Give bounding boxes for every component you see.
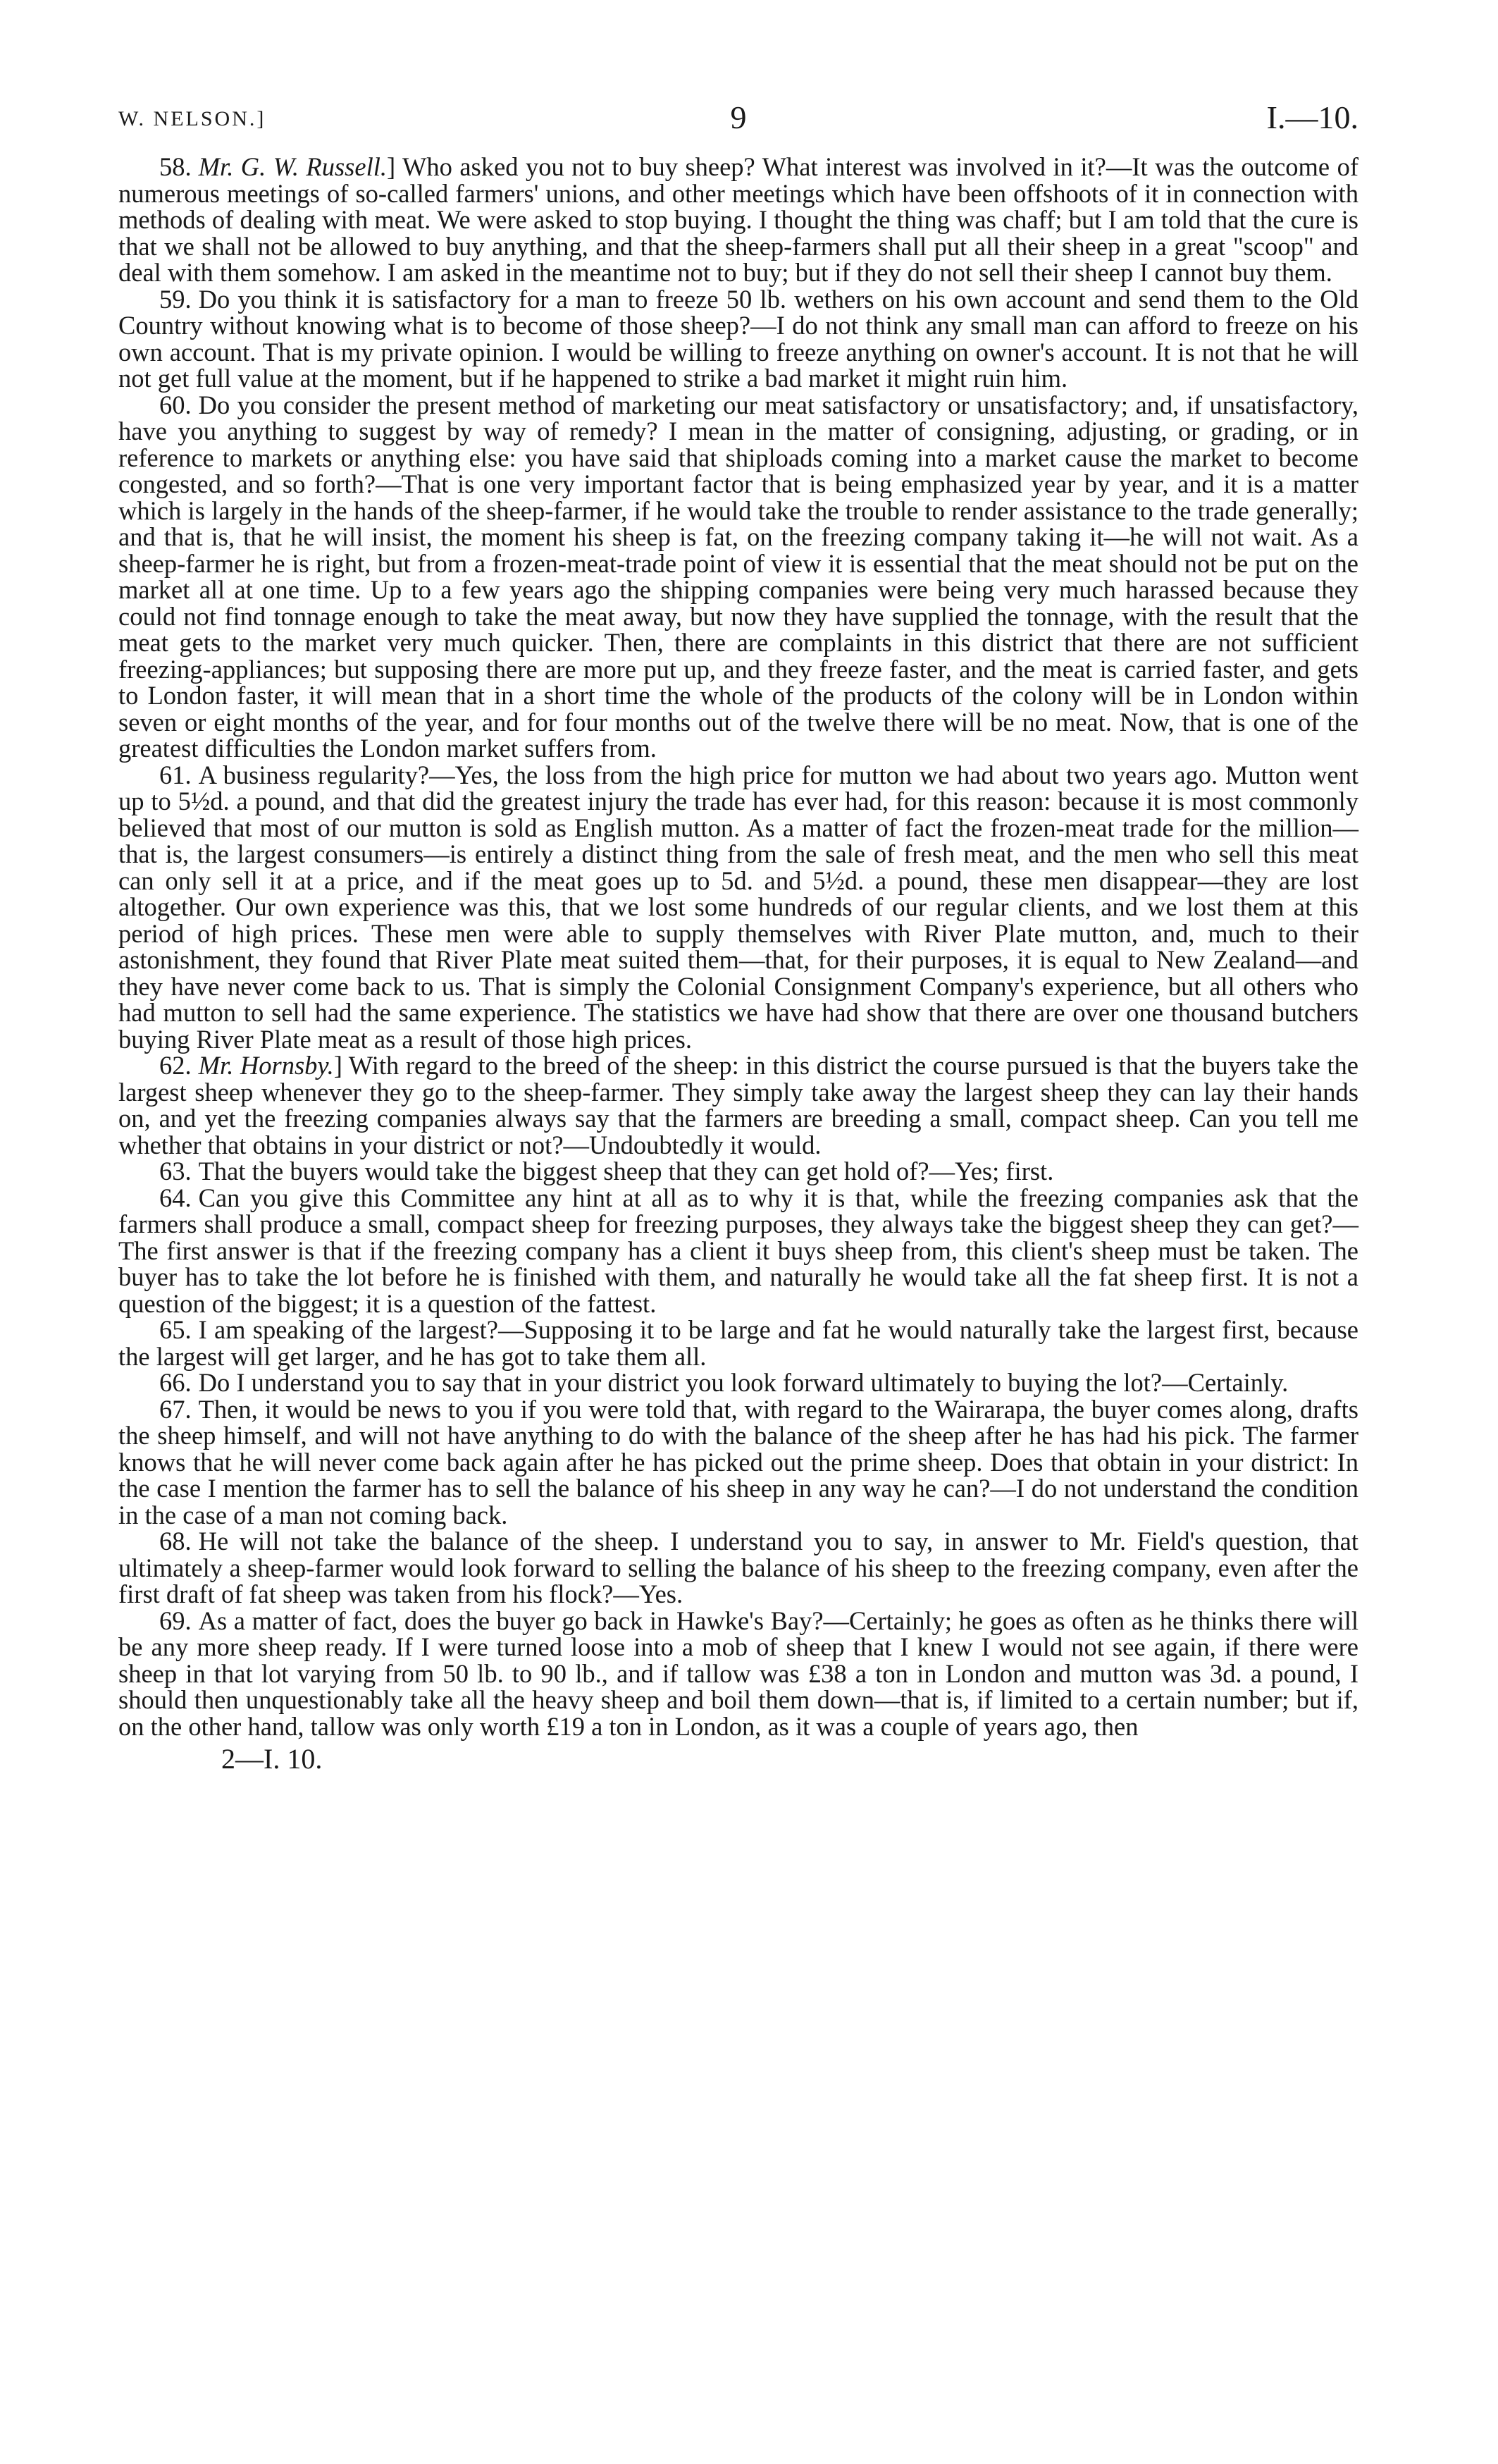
paragraph-text: Do you consider the present method of marketing our meat satisfactory or unsatisfactory; and, if unsatisfactory, have you anything to suggest by way of remedy? I mean in the matter of consigning, adjusting, or grading, or in reference to markets or anything else: you have said that shiploads coming into a market cause the market to become congested, and so forth?—That is one very important factor that is being emphasized year by year, and it is a matter which is largely in the hands of the sheep-farmer, if he would take the trouble to render assistance to the trade generally; and that is, that he will insist, the moment his sheep is fat, on the freezing company taking it—he will not wait. As a sheep-farmer he is right, but from a frozen-meat-trade point of view it is essential that the meat should not be put on the market all at one time. Up to a few years ago the shipping companies were being very much harassed because they could not find tonnage enough to take the meat away, but now they have supplied the tonnage, with the result that the meat gets to the market very much quicker. Then, there are complaints in this district that there are not sufficient freezing-appliances; but supposing there are more put up, and they freeze faster, and the meat is carried faster, and gets to London faster, it will mean that in a short time the whole of the products of the colony will be in London within seven or eight months of the year, and for four months out of the twelve there will be no meat. Now, that is one of the greatest difficulties the London market suffers from. <box>118 390 1358 763</box>
speaker-name: Mr. Hornsby. <box>198 1051 334 1080</box>
question-number: 68. <box>159 1527 192 1556</box>
question-number: 64. <box>159 1183 192 1212</box>
question-number: 65. <box>159 1315 192 1344</box>
speaker-name: Mr. G. W. Russell. <box>198 152 387 181</box>
testimony-paragraph <box>118 1528 1358 1608</box>
document-page <box>118 99 1358 1775</box>
paragraph-text: Do I understand you to say that in your district you look forward ultimately to buying the lot?—Certainly. <box>198 1368 1289 1397</box>
question-number: 60. <box>159 390 192 419</box>
paragraph-text: Do you think it is satisfactory for a man to freeze 50 lb. wethers on his own account and send them to the Old Country without knowing what is to become of those sheep?—I do not think any small man can afford to freeze on his own account. That is my private opinion. I would be willing to freeze anything on owner's account. It is not that he will not get full value at the moment, but if he happened to strike a bad market it might ruin him. <box>118 284 1358 393</box>
testimony-paragraph <box>118 1052 1358 1158</box>
testimony-paragraph <box>118 1396 1358 1529</box>
question-number: 58. <box>159 152 192 181</box>
testimony-paragraph <box>118 1608 1358 1740</box>
page-header <box>118 99 1358 148</box>
witness-name-header: W. NELSON.] <box>118 107 266 130</box>
paragraph-text: ] With regard to the breed of the sheep: in this district the course pursued is that the buyers take the largest sheep whenever they go to the sheep-farmer. They simply take away the largest sheep they can lay their hands on, and yet the freezing companies always say that the farmers are breeding a small, compact sheep. Can you tell me whether that obtains in your district or not?—Undoubtedly it would. <box>118 1051 1358 1159</box>
testimony-body <box>118 154 1358 1739</box>
testimony-paragraph <box>118 1185 1358 1317</box>
paragraph-text: He will not take the balance of the sheep. I understand you to say, in answer to Mr. Field's question, that ultimately a sheep-farmer would look forward to selling the balance of his sheep to the freezing company, even after the first draft of fat sheep was taken from his flock?—Yes. <box>118 1527 1358 1608</box>
question-number: 59. <box>159 284 192 314</box>
question-number: 61. <box>159 760 192 789</box>
page-number: 9 <box>730 99 747 135</box>
testimony-paragraph <box>118 1158 1358 1185</box>
paragraph-text: Then, it would be news to you if you were told that, with regard to the Wairarapa, the buyer comes along, drafts the sheep himself, and will not have anything to do with the balance of the sheep after he has had his pick. The farmer knows that he will never come back again after he has picked out the prime sheep. Does that obtain in your district: In the case I mention the farmer has to sell the balance of his sheep in any way he can?—I do not understand the condition in the case of a man not coming back. <box>118 1394 1358 1529</box>
paragraph-text: As a matter of fact, does the buyer go back in Hawke's Bay?—Certainly; he goes as often as he thinks there will be any more sheep ready. If I were turned loose into a mob of sheep that I knew I would not see again, if there were sheep in that lot varying from 50 lb. to 90 lb., and if tallow was £38 a ton in London and mutton was 3d. a pound, I should then unquestionably take all the heavy sheep and boil them down—that is, if limited to a certain number; but if, on the other hand, tallow was only worth £19 a ton in London, as it was a couple of years ago, then <box>118 1606 1358 1741</box>
paragraph-text: Can you give this Committee any hint at all as to why it is that, while the freezing companies ask that the farmers shall produce a small, compact sheep for freezing purposes, they always take the biggest sheep they can get?—The first answer is that if the freezing company has a client it buys sheep from, this client's sheep must be taken. The buyer has to take the lot before he is finished with them, and naturally he would take all the fat sheep first. It is not a question of the biggest; it is a question of the fattest. <box>118 1183 1358 1318</box>
paragraph-text: I am speaking of the largest?—Supposing it to be large and fat he would naturally take the largest first, because the largest will get larger, and he has got to take them all. <box>118 1315 1358 1371</box>
question-number: 66. <box>159 1368 192 1397</box>
testimony-paragraph <box>118 286 1358 392</box>
paragraph-text: That the buyers would take the biggest sheep that they can get hold of?—Yes; first. <box>198 1157 1054 1185</box>
paragraph-text: A business regularity?—Yes, the loss from the high price for mutton we had about two years ago. Mutton went up to 5½d. a pound, and that did the greatest injury the trade has ever had, for this reason: because it is most commonly believed that most of our mutton is sold as English mutton. As a matter of fact the frozen-meat trade for the million—that is, the largest consumers—is entirely a distinct thing from the sale of fresh meat, and the men who sell this meat can only sell it at a price, and if the meat goes up to 5d. and 5½d. a pound, these men disappear—they are lost altogether. Our own experience was this, that we lost some hundreds of our regular clients, and we lost them at this period of high prices. These men were able to supply themselves with River Plate mutton, and, much to their astonishment, they found that River Plate meat suited them—that, for their purposes, it is equal to New Zealand—and they have never come back to us. That is simply the Colonial Consignment Company's experience, but all others who had mutton to sell had the same experience. The statistics we have had show that there are over one thousand butchers buying River Plate meat as a result of those high prices. <box>118 760 1358 1054</box>
testimony-paragraph <box>118 1369 1358 1396</box>
signature-mark: 2—I. 10. <box>221 1743 323 1775</box>
question-number: 67. <box>159 1394 192 1424</box>
testimony-paragraph <box>118 392 1358 762</box>
testimony-paragraph <box>118 1317 1358 1369</box>
question-number: 69. <box>159 1606 192 1635</box>
testimony-paragraph <box>118 154 1358 286</box>
paragraph-text: ] Who asked you not to buy sheep? What interest was involved in it?—It was the outcome of numerous meetings of so-called farmers' unions, and other meetings which have been offshoots of it in connection with methods of dealing with meat. We were asked to stop buying. I thought the thing was chaff; but I am told that the cure is that we shall not be allowed to buy anything, and that the sheep-farmers shall put all their sheep in a great "scoop" and deal with them somehow. I am asked in the meantime not to buy; but if they do not sell their sheep I cannot buy them. <box>118 152 1359 287</box>
testimony-paragraph <box>118 762 1358 1053</box>
question-number: 62. <box>159 1051 192 1080</box>
question-number: 63. <box>159 1157 192 1185</box>
document-reference: I.—10. <box>1266 99 1358 135</box>
